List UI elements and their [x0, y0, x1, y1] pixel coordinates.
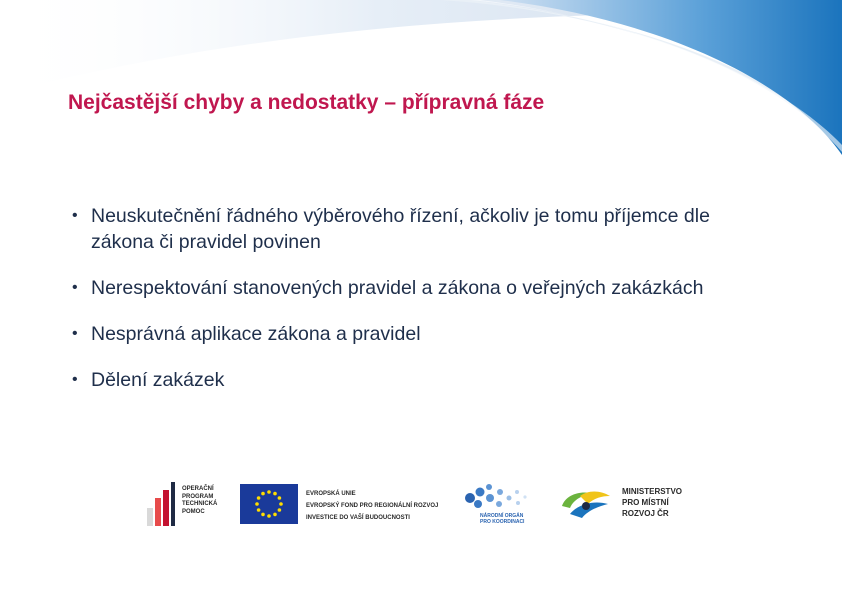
bullet-icon: •: [72, 207, 78, 224]
list-item: [72, 275, 762, 301]
bullet-icon: •: [72, 371, 78, 388]
optp-logo: [146, 482, 236, 526]
eu-line: EVROPSKÁ UNIE: [306, 491, 356, 497]
slide-title: Nejčastější chyby a nedostatky – přípravná fáze: [68, 91, 545, 114]
list-item: [72, 367, 762, 393]
eu-line: EVROPSKÝ FOND PRO REGIONÁLNÍ ROZVOJ: [306, 503, 439, 509]
bullet-icon: •: [72, 325, 78, 342]
eu-line: INVESTICE DO VAŠÍ BUDOUCNOSTI: [306, 515, 410, 521]
optp-line: PROGRAM: [182, 493, 214, 500]
mmr-line: ROZVOJ ČR: [622, 509, 669, 518]
list-item: [72, 203, 762, 255]
nko-logo: [462, 482, 542, 528]
footer-logos: [140, 478, 710, 530]
bullet-text: Nesprávná aplikace zákona a pravidel: [91, 323, 421, 345]
mmr-line: PRO MÍSTNÍ: [622, 498, 669, 507]
bullet-text: Dělení zakázek: [91, 369, 225, 391]
bullet-text: Neuskutečnění řádného výběrového řízení, ačkoliv je tomu příjemce dle zákona či pravidel povinen: [91, 205, 710, 253]
mmr-line: MINISTERSTVO: [622, 487, 683, 496]
optp-line: TECHNICKÁ: [182, 501, 218, 507]
optp-line: POMOC: [182, 508, 205, 515]
bar-chart-logo-icon: [146, 482, 176, 526]
list-item: [72, 321, 762, 347]
bullet-text: Nerespektování stanovených pravidel a zákona o veřejných zakázkách: [91, 277, 704, 299]
nko-line: NÁRODNÍ ORGÁN: [480, 513, 524, 519]
mmr-logo: [560, 484, 710, 524]
eu-logo: [240, 484, 450, 524]
bullet-icon: •: [72, 279, 78, 296]
eu-flag-icon: [240, 484, 298, 524]
dots-logo-icon: [462, 482, 532, 512]
mmr-logo-icon: [560, 486, 612, 522]
optp-line: OPERAČNÍ: [182, 486, 214, 492]
bullet-list: [72, 203, 762, 413]
nko-line: PRO KOORDINACI: [480, 519, 525, 525]
